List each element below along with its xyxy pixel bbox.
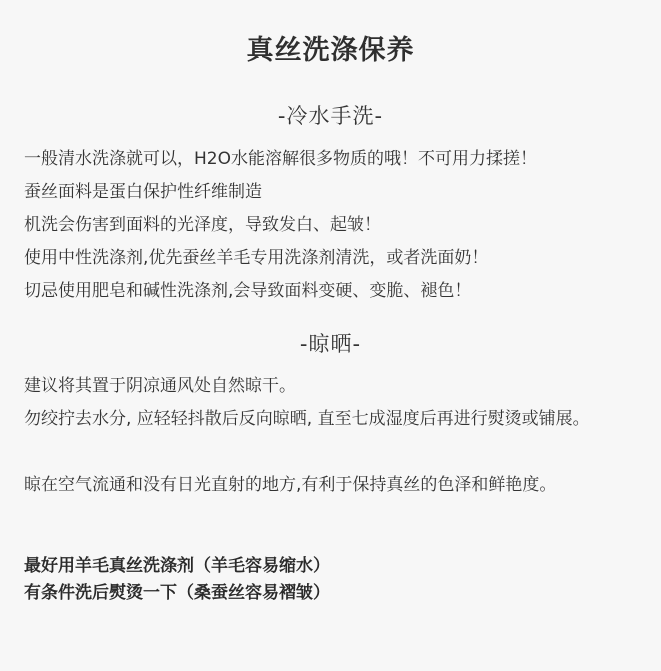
dry-section-heading: -晾晒-: [299, 332, 362, 356]
wash-line-3: 机洗会伤害到面料的光泽度，导致发白、起皱！: [24, 215, 381, 235]
wash-section-heading: -冷水手洗-: [277, 104, 384, 128]
note-line-1: 最好用羊毛真丝洗涤剂（羊毛容易缩水）: [24, 556, 330, 576]
dry-line-1: 建议将其置于阴凉通风处自然晾干。: [24, 376, 296, 396]
wash-line-1: 一般清水洗涤就可以，H2O水能溶解很多物质的哦！不可用力揉搓！: [24, 149, 537, 169]
note-line-2: 有条件洗后熨烫一下（桑蚕丝容易褶皱）: [24, 583, 330, 603]
wash-line-4: 使用中性洗涤剂,优先蚕丝羊毛专用洗涤剂清洗，或者洗面奶！: [24, 248, 489, 268]
dry-line-2: 勿绞拧去水分, 应轻轻抖散后反向晾晒, 直至七成湿度后再进行熨烫或铺展。: [24, 409, 590, 429]
page-title: 真丝洗涤保养: [246, 35, 415, 66]
wash-line-5: 切忌使用肥皂和碱性洗涤剂,会导致面料变硬、变脆、褪色！: [24, 281, 472, 301]
dry-line-3: 晾在空气流通和没有日光直射的地方,有利于保持真丝的色泽和鲜艳度。: [24, 475, 557, 495]
wash-line-2: 蚕丝面料是蛋白保护性纤维制造: [24, 182, 262, 202]
